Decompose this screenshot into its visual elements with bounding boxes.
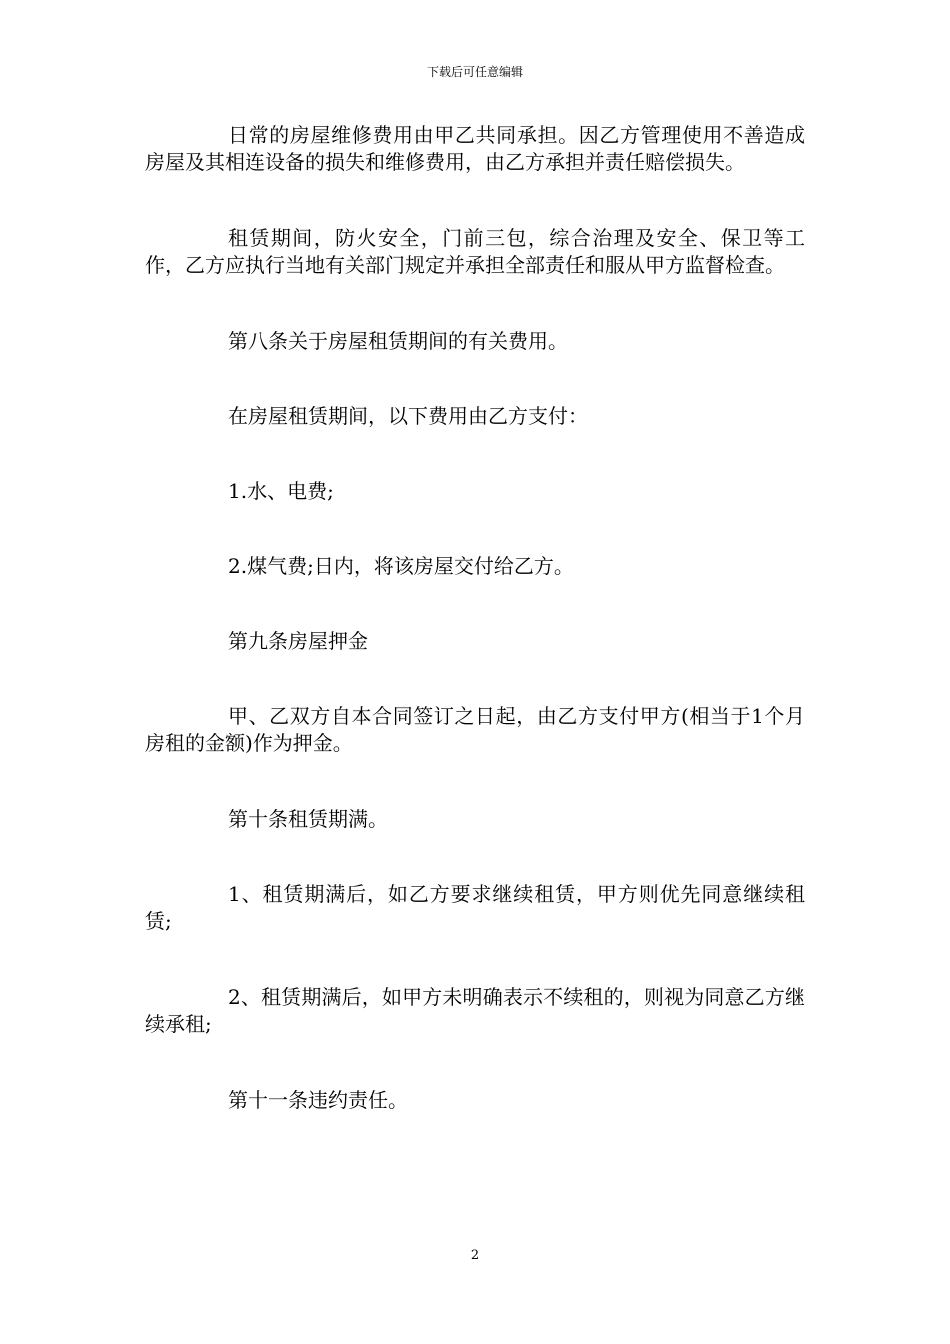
paragraph-maintenance-costs: 日常的房屋维修费用由甲乙共同承担。因乙方管理使用不善造成房屋及其相连设备的损失和维修费用，由乙方承担并责任赔偿损失。 xyxy=(145,123,805,174)
paragraph-fees-intro: 在房屋租赁期间，以下费用由乙方支付： xyxy=(228,404,588,428)
list-item-renewal-2: 2、租赁期满后，如甲方未明确表示不续租的，则视为同意乙方继续承租; xyxy=(145,985,805,1036)
page-header: 下载后可任意编辑 xyxy=(426,65,523,79)
list-item-renewal-1: 1、租赁期满后，如乙方要求继续租赁，甲方则优先同意继续租赁; xyxy=(145,882,805,933)
page-number: 2 xyxy=(470,1248,480,1263)
paragraph-deposit: 甲、乙双方自本合同签订之日起，由乙方支付甲方(相当于1个月房租的金额)作为押金。 xyxy=(145,704,805,755)
article-11-heading: 第十一条违约责任。 xyxy=(228,1088,408,1112)
paragraph-safety-duties: 租赁期间，防火安全，门前三包，综合治理及安全、保卫等工作，乙方应执行当地有关部门规定并承担全部责任和服从甲方监督检查。 xyxy=(145,226,805,277)
list-item-gas: 2.煤气费;日内，将该房屋交付给乙方。 xyxy=(228,554,574,578)
article-9-heading: 第九条房屋押金 xyxy=(228,629,368,653)
article-10-heading: 第十条租赁期满。 xyxy=(228,807,388,831)
document-body xyxy=(145,122,805,1114)
article-8-heading: 第八条关于房屋租赁期间的有关费用。 xyxy=(228,329,568,353)
list-item-water-electricity: 1.水、电费; xyxy=(228,479,334,503)
